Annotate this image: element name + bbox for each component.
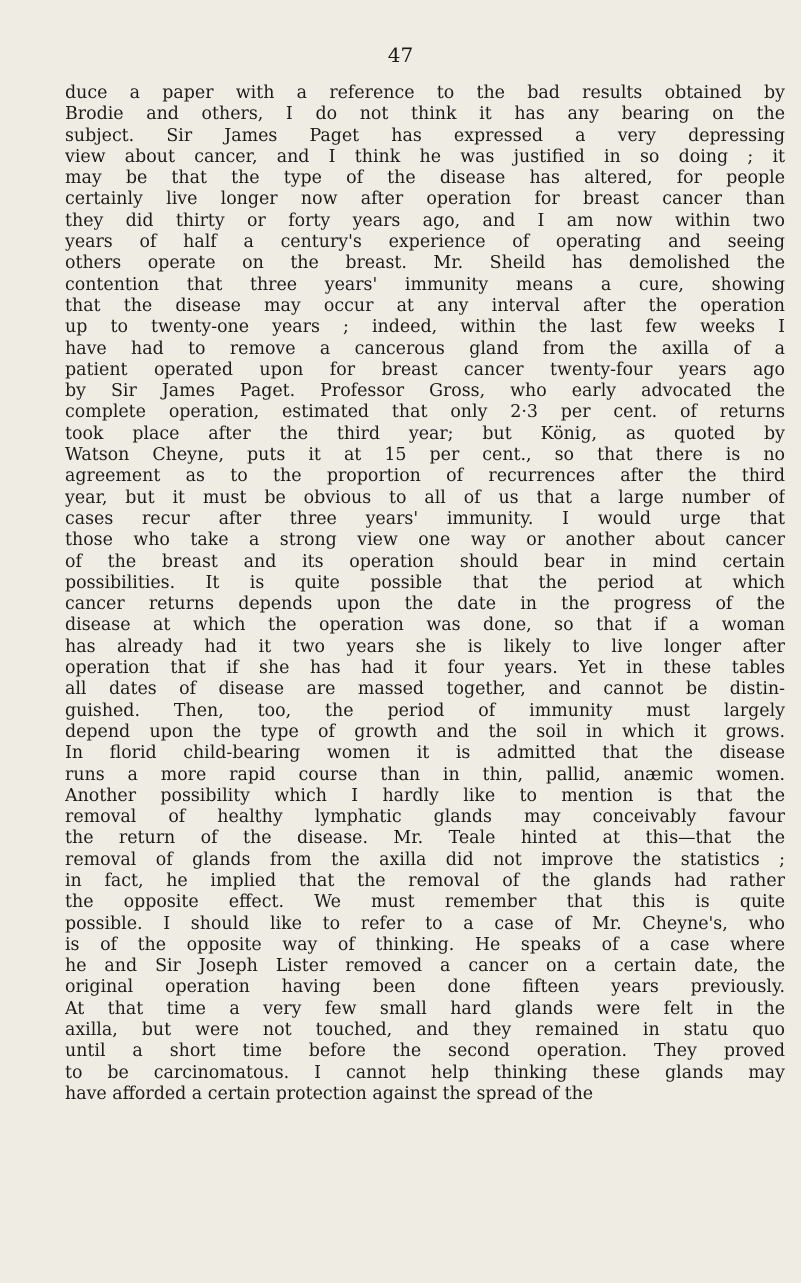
text-line: subject. Sir James Paget has expressed a very depressing	[65, 125, 785, 146]
body-text	[65, 83, 785, 1105]
text-line: depend upon the type of growth and the soil in which it grows.	[65, 721, 785, 742]
text-line: Brodie and others, I do not think it has any bearing on the	[65, 104, 785, 125]
text-line: all dates of disease are massed together, and cannot be distin-	[65, 679, 785, 700]
text-line: to be carcinomatous. I cannot help thinking these glands may	[65, 1062, 785, 1083]
text-line: complete operation, estimated that only 2·3 per cent. of returns	[65, 402, 785, 423]
text-line: years of half a century's experience of operating and seeing	[65, 232, 785, 253]
text-line: agreement as to the proportion of recurrences after the third	[65, 466, 785, 487]
text-line: possible. I should like to refer to a case of Mr. Cheyne's, who	[65, 913, 785, 934]
text-line: have had to remove a cancerous gland from the axilla of a	[65, 338, 785, 359]
text-line: cases recur after three years' immunity. I would urge that	[65, 508, 785, 529]
text-line: In florid child-bearing women it is admitted that the disease	[65, 743, 785, 764]
text-line: contention that three years' immunity means a cure, showing	[65, 274, 785, 295]
text-line: axilla, but were not touched, and they remained in statu quo	[65, 1020, 785, 1041]
text-line: the return of the disease. Mr. Teale hinted at this—that the	[65, 828, 785, 849]
text-line: removal of glands from the axilla did not improve the statistics ;	[65, 849, 785, 870]
text-line: up to twenty-one years ; indeed, within the last few weeks I	[65, 317, 785, 338]
text-line: patient operated upon for breast cancer twenty-four years ago	[65, 359, 785, 380]
text-line: they did thirty or forty years ago, and I am now within two	[65, 210, 785, 231]
text-line: operation that if she has had it four years. Yet in these tables	[65, 658, 785, 679]
text-line: year, but it must be obvious to all of us that a large number of	[65, 487, 785, 508]
text-line: view about cancer, and I think he was justified in so doing ; it	[65, 146, 785, 167]
text-line: runs a more rapid course than in thin, pallid, anæmic women.	[65, 764, 785, 785]
text-line: At that time a very few small hard glands were felt in the	[65, 998, 785, 1019]
text-line: cancer returns depends upon the date in the progress of the	[65, 594, 785, 615]
text-line: certainly live longer now after operation for breast cancer than	[65, 189, 785, 210]
text-line: those who take a strong view one way or another about cancer	[65, 530, 785, 551]
text-line: removal of healthy lymphatic glands may conceivably favour	[65, 807, 785, 828]
text-line: original operation having been done fifteen years previously.	[65, 977, 785, 998]
text-line: has already had it two years she is likely to live longer after	[65, 636, 785, 657]
text-line: possibilities. It is quite possible that the period at which	[65, 572, 785, 593]
text-line: he and Sir Joseph Lister removed a cancer on a certain date, the	[65, 956, 785, 977]
text-line: took place after the third year; but König, as quoted by	[65, 423, 785, 444]
text-line: guished. Then, too, the period of immunity must largely	[65, 700, 785, 721]
text-line: may be that the type of the disease has altered, for people	[65, 168, 785, 189]
text-line: duce a paper with a reference to the bad results obtained by	[65, 83, 785, 103]
text-line: that the disease may occur at any interval after the operation	[65, 295, 785, 316]
text-line: is of the opposite way of thinking. He speaks of a case where	[65, 934, 785, 955]
text-line: others operate on the breast. Mr. Sheild has demolished the	[65, 253, 785, 274]
text-line: disease at which the operation was done, so that if a woman	[65, 615, 785, 636]
text-line: Watson Cheyne, puts it at 15 per cent., so that there is no	[65, 445, 785, 466]
text-line: have afforded a certain protection against the spread of the	[65, 1083, 594, 1104]
text-line: in fact, he implied that the removal of the glands had rather	[65, 870, 785, 891]
text-line: Another possibility which I hardly like to mention is that the	[65, 785, 785, 806]
text-line: of the breast and its operation should bear in mind certain	[65, 551, 785, 572]
page-number: 47	[387, 43, 414, 67]
text-line: until a short time before the second operation. They proved	[65, 1041, 785, 1062]
text-line: the opposite effect. We must remember that this is quite	[65, 892, 785, 913]
text-line: by Sir James Paget. Professor Gross, who early advocated the	[65, 381, 785, 402]
